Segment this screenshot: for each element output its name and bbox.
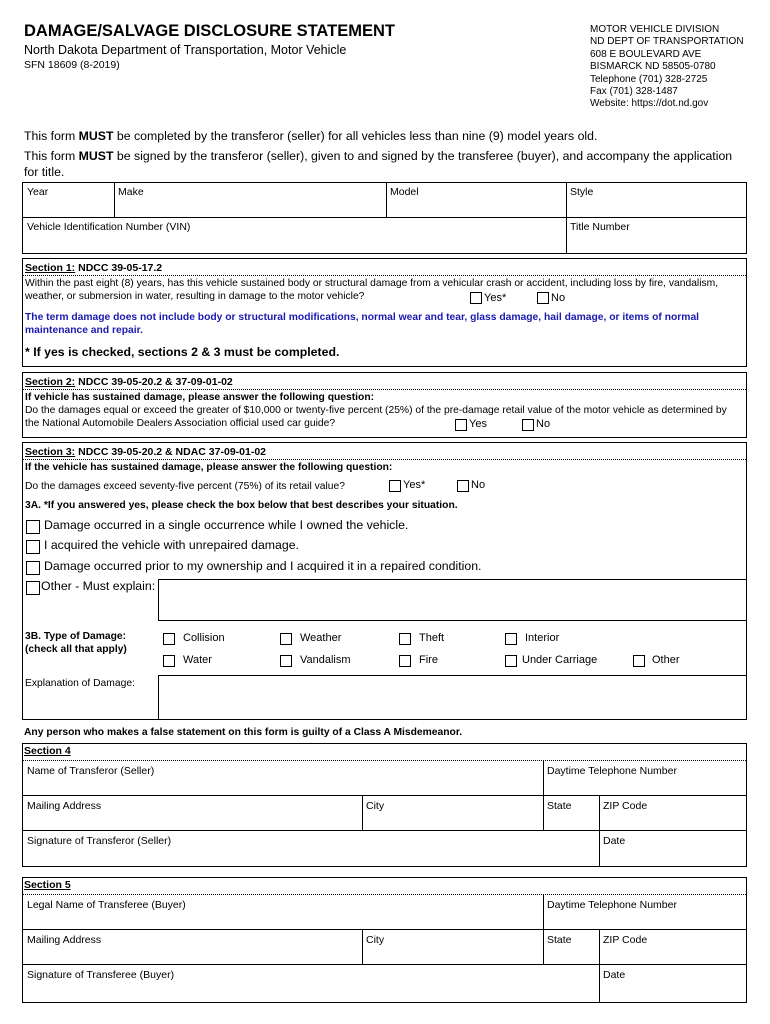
option-prior-repaired-label: Damage occurred prior to my ownership and I acquired it in a repaired condition. (44, 559, 482, 573)
fire-label: Fire (419, 654, 438, 666)
divider (543, 929, 544, 964)
section-2-no-label: No (536, 418, 551, 430)
intro-line-1 (24, 128, 744, 144)
divider (23, 795, 746, 796)
style-field[interactable]: Style (570, 186, 594, 198)
intro-text: This form (24, 149, 79, 163)
vin-field[interactable]: Vehicle Identification Number (VIN) (27, 221, 191, 233)
intro-text: be completed by the transferor (seller) for all vehicles less than nine (9) model years old. (113, 129, 598, 143)
vandalism-label: Vandalism (300, 654, 351, 666)
water-label: Water (183, 654, 212, 666)
form-number: SFN 18609 (8-2019) (24, 59, 120, 71)
divider (362, 929, 363, 964)
intro-text: be signed by the transferor (seller), given to and signed by the transferee (buyer), and accompany the application for title. (24, 149, 733, 179)
question-3a: 3A. *If you answered yes, please check the box below that best describes your situation. (25, 500, 458, 511)
intro-line-2 (24, 148, 744, 180)
section-1-yes-checkbox[interactable] (470, 292, 482, 304)
section-4 (22, 743, 747, 867)
section-3-heading: Section 3: NDCC 39-05-20.2 & NDAC 37-09-01-02 (25, 446, 267, 458)
divider (23, 830, 746, 831)
form-title: DAMAGE/SALVAGE DISCLOSURE STATEMENT (24, 22, 395, 40)
option-unrepaired-label: I acquired the vehicle with unrepaired damage. (44, 538, 299, 552)
intro-must: MUST (78, 129, 114, 143)
section-2-yes-label: Yes (469, 418, 487, 430)
agency-address-block (590, 24, 744, 111)
interior-checkbox[interactable] (505, 633, 517, 645)
buyer-zip-field[interactable]: ZIP Code (603, 934, 648, 946)
divider (23, 389, 746, 390)
section-3 (22, 442, 747, 720)
theft-label: Theft (419, 632, 445, 644)
explanation-input[interactable] (158, 675, 747, 720)
section-5 (22, 877, 747, 1003)
section-3-question: Do the damages exceed seventy-five percent (75%) of its retail value? (25, 481, 345, 492)
weather-checkbox[interactable] (280, 633, 292, 645)
buyer-phone-field[interactable]: Daytime Telephone Number (547, 899, 677, 911)
divider (23, 929, 746, 930)
option-single-occurrence-label: Damage occurred in a single occurrence while I owned the vehicle. (44, 518, 409, 532)
theft-checkbox[interactable] (399, 633, 411, 645)
section-2-heading: Section 2: NDCC 39-05-20.2 & 37-09-01-02 (25, 376, 233, 388)
divider (386, 183, 387, 217)
divider (23, 459, 746, 460)
divider (543, 894, 544, 929)
divider (362, 795, 363, 830)
option-other-checkbox[interactable] (26, 581, 40, 595)
agency-line: 608 E BOULEVARD AVE (590, 48, 702, 60)
question-3b-line-1: 3B. Type of Damage: (25, 631, 127, 642)
seller-zip-field[interactable]: ZIP Code (603, 800, 648, 812)
section-2-question: Do the damages equal or exceed the greater of $10,000 or twenty-five percent (25%) of the pre-damage retail value of the motor vehicle as determined by the National Automobile Dealers Association official used car guide? (25, 405, 727, 429)
section-1 (22, 258, 747, 367)
section-3-no-checkbox[interactable] (457, 480, 469, 492)
option-other-label: Other - Must explain: (41, 579, 156, 593)
section-1-warning: * If yes is checked, sections 2 & 3 must be completed. (25, 345, 340, 359)
seller-city-field[interactable]: City (366, 800, 385, 812)
fire-checkbox[interactable] (399, 655, 411, 667)
section-1-no-label: No (551, 292, 566, 304)
misdemeanor-warning: Any person who makes a false statement on this form is guilty of a Class A Misdemeanor. (24, 727, 463, 738)
buyer-city-field[interactable]: City (366, 934, 385, 946)
divider (566, 183, 567, 253)
collision-checkbox[interactable] (163, 633, 175, 645)
section-1-yes-label: Yes* (484, 292, 507, 304)
under-carriage-label: Under Carriage (522, 654, 598, 666)
section-2-lead: If vehicle has sustained damage, please answer the following question: (25, 392, 375, 403)
section-3-yes-checkbox[interactable] (389, 480, 401, 492)
collision-label: Collision (183, 632, 225, 644)
option-prior-repaired-checkbox[interactable] (26, 561, 40, 575)
vandalism-checkbox[interactable] (280, 655, 292, 667)
agency-line: Telephone (701) 328-2725 (590, 73, 708, 85)
section-3-no-label: No (471, 479, 486, 491)
divider (543, 795, 544, 830)
model-field[interactable]: Model (390, 186, 419, 198)
explanation-label: Explanation of Damage: (25, 678, 135, 689)
seller-date-field[interactable]: Date (603, 835, 626, 847)
intro-text: This form (24, 129, 79, 143)
buyer-name-field[interactable]: Legal Name of Transferee (Buyer) (27, 899, 186, 911)
seller-address-field[interactable]: Mailing Address (27, 800, 102, 812)
section-2-yes-checkbox[interactable] (455, 419, 467, 431)
section-2-no-checkbox[interactable] (522, 419, 534, 431)
section-5-heading: Section 5 (24, 879, 71, 891)
vehicle-info-table (22, 182, 747, 254)
water-checkbox[interactable] (163, 655, 175, 667)
other-explain-input[interactable] (158, 579, 747, 621)
option-single-occurrence-checkbox[interactable] (26, 520, 40, 534)
buyer-date-field[interactable]: Date (603, 969, 626, 981)
section-1-question: Within the past eight (8) years, has this vehicle sustained body or structural damage from a vehicular crash or accident, including loss by fire, vandalism, weather, or submersion in water, resulting in damage to the motor vehicle? (25, 278, 719, 302)
damage-definition-note: The term damage does not include body or structural modifications, normal wear and tear, glass damage, hail damage, or items of normal maintenance and repair. (25, 312, 700, 336)
agency-line: Website: https://dot.nd.gov (590, 98, 709, 110)
other-damage-label: Other (652, 654, 680, 666)
weather-label: Weather (300, 632, 342, 644)
divider (23, 964, 746, 965)
agency-line: MOTOR VEHICLE DIVISION (590, 24, 720, 35)
divider (23, 217, 746, 218)
divider (599, 795, 600, 866)
intro-must: MUST (78, 149, 114, 163)
section-1-heading: Section 1: NDCC 39-05-17.2 (25, 262, 163, 274)
year-field[interactable]: Year (27, 186, 49, 198)
section-2 (22, 372, 747, 438)
under-carriage-checkbox[interactable] (505, 655, 517, 667)
divider (23, 894, 746, 895)
agency-line: ND DEPT OF TRANSPORTATION (590, 36, 744, 48)
question-3b-line-2: (check all that apply) (25, 644, 127, 655)
divider (114, 183, 115, 217)
seller-state-field[interactable]: State (547, 800, 572, 812)
agency-line: Fax (701) 328-1487 (590, 86, 678, 98)
divider (543, 760, 544, 795)
seller-phone-field[interactable]: Daytime Telephone Number (547, 765, 677, 777)
section-4-heading: Section 4 (24, 745, 71, 757)
other-damage-checkbox[interactable] (633, 655, 645, 667)
interior-label: Interior (525, 632, 560, 644)
buyer-signature-field[interactable]: Signature of Transferee (Buyer) (27, 969, 175, 981)
make-field[interactable]: Make (118, 186, 144, 198)
section-1-no-checkbox[interactable] (537, 292, 549, 304)
section-3-lead: If the vehicle has sustained damage, please answer the following question: (25, 462, 393, 473)
title-number-field[interactable]: Title Number (570, 221, 630, 233)
seller-signature-field[interactable]: Signature of Transferor (Seller) (27, 835, 172, 847)
buyer-state-field[interactable]: State (547, 934, 572, 946)
divider (23, 760, 746, 761)
form-subtitle: North Dakota Department of Transportation, Motor Vehicle (24, 43, 347, 57)
divider (23, 275, 746, 276)
option-unrepaired-checkbox[interactable] (26, 540, 40, 554)
section-3-yes-label: Yes* (403, 479, 426, 491)
divider (599, 929, 600, 1002)
seller-name-field[interactable]: Name of Transferor (Seller) (27, 765, 155, 777)
buyer-address-field[interactable]: Mailing Address (27, 934, 102, 946)
agency-line: BISMARCK ND 58505-0780 (590, 61, 716, 73)
